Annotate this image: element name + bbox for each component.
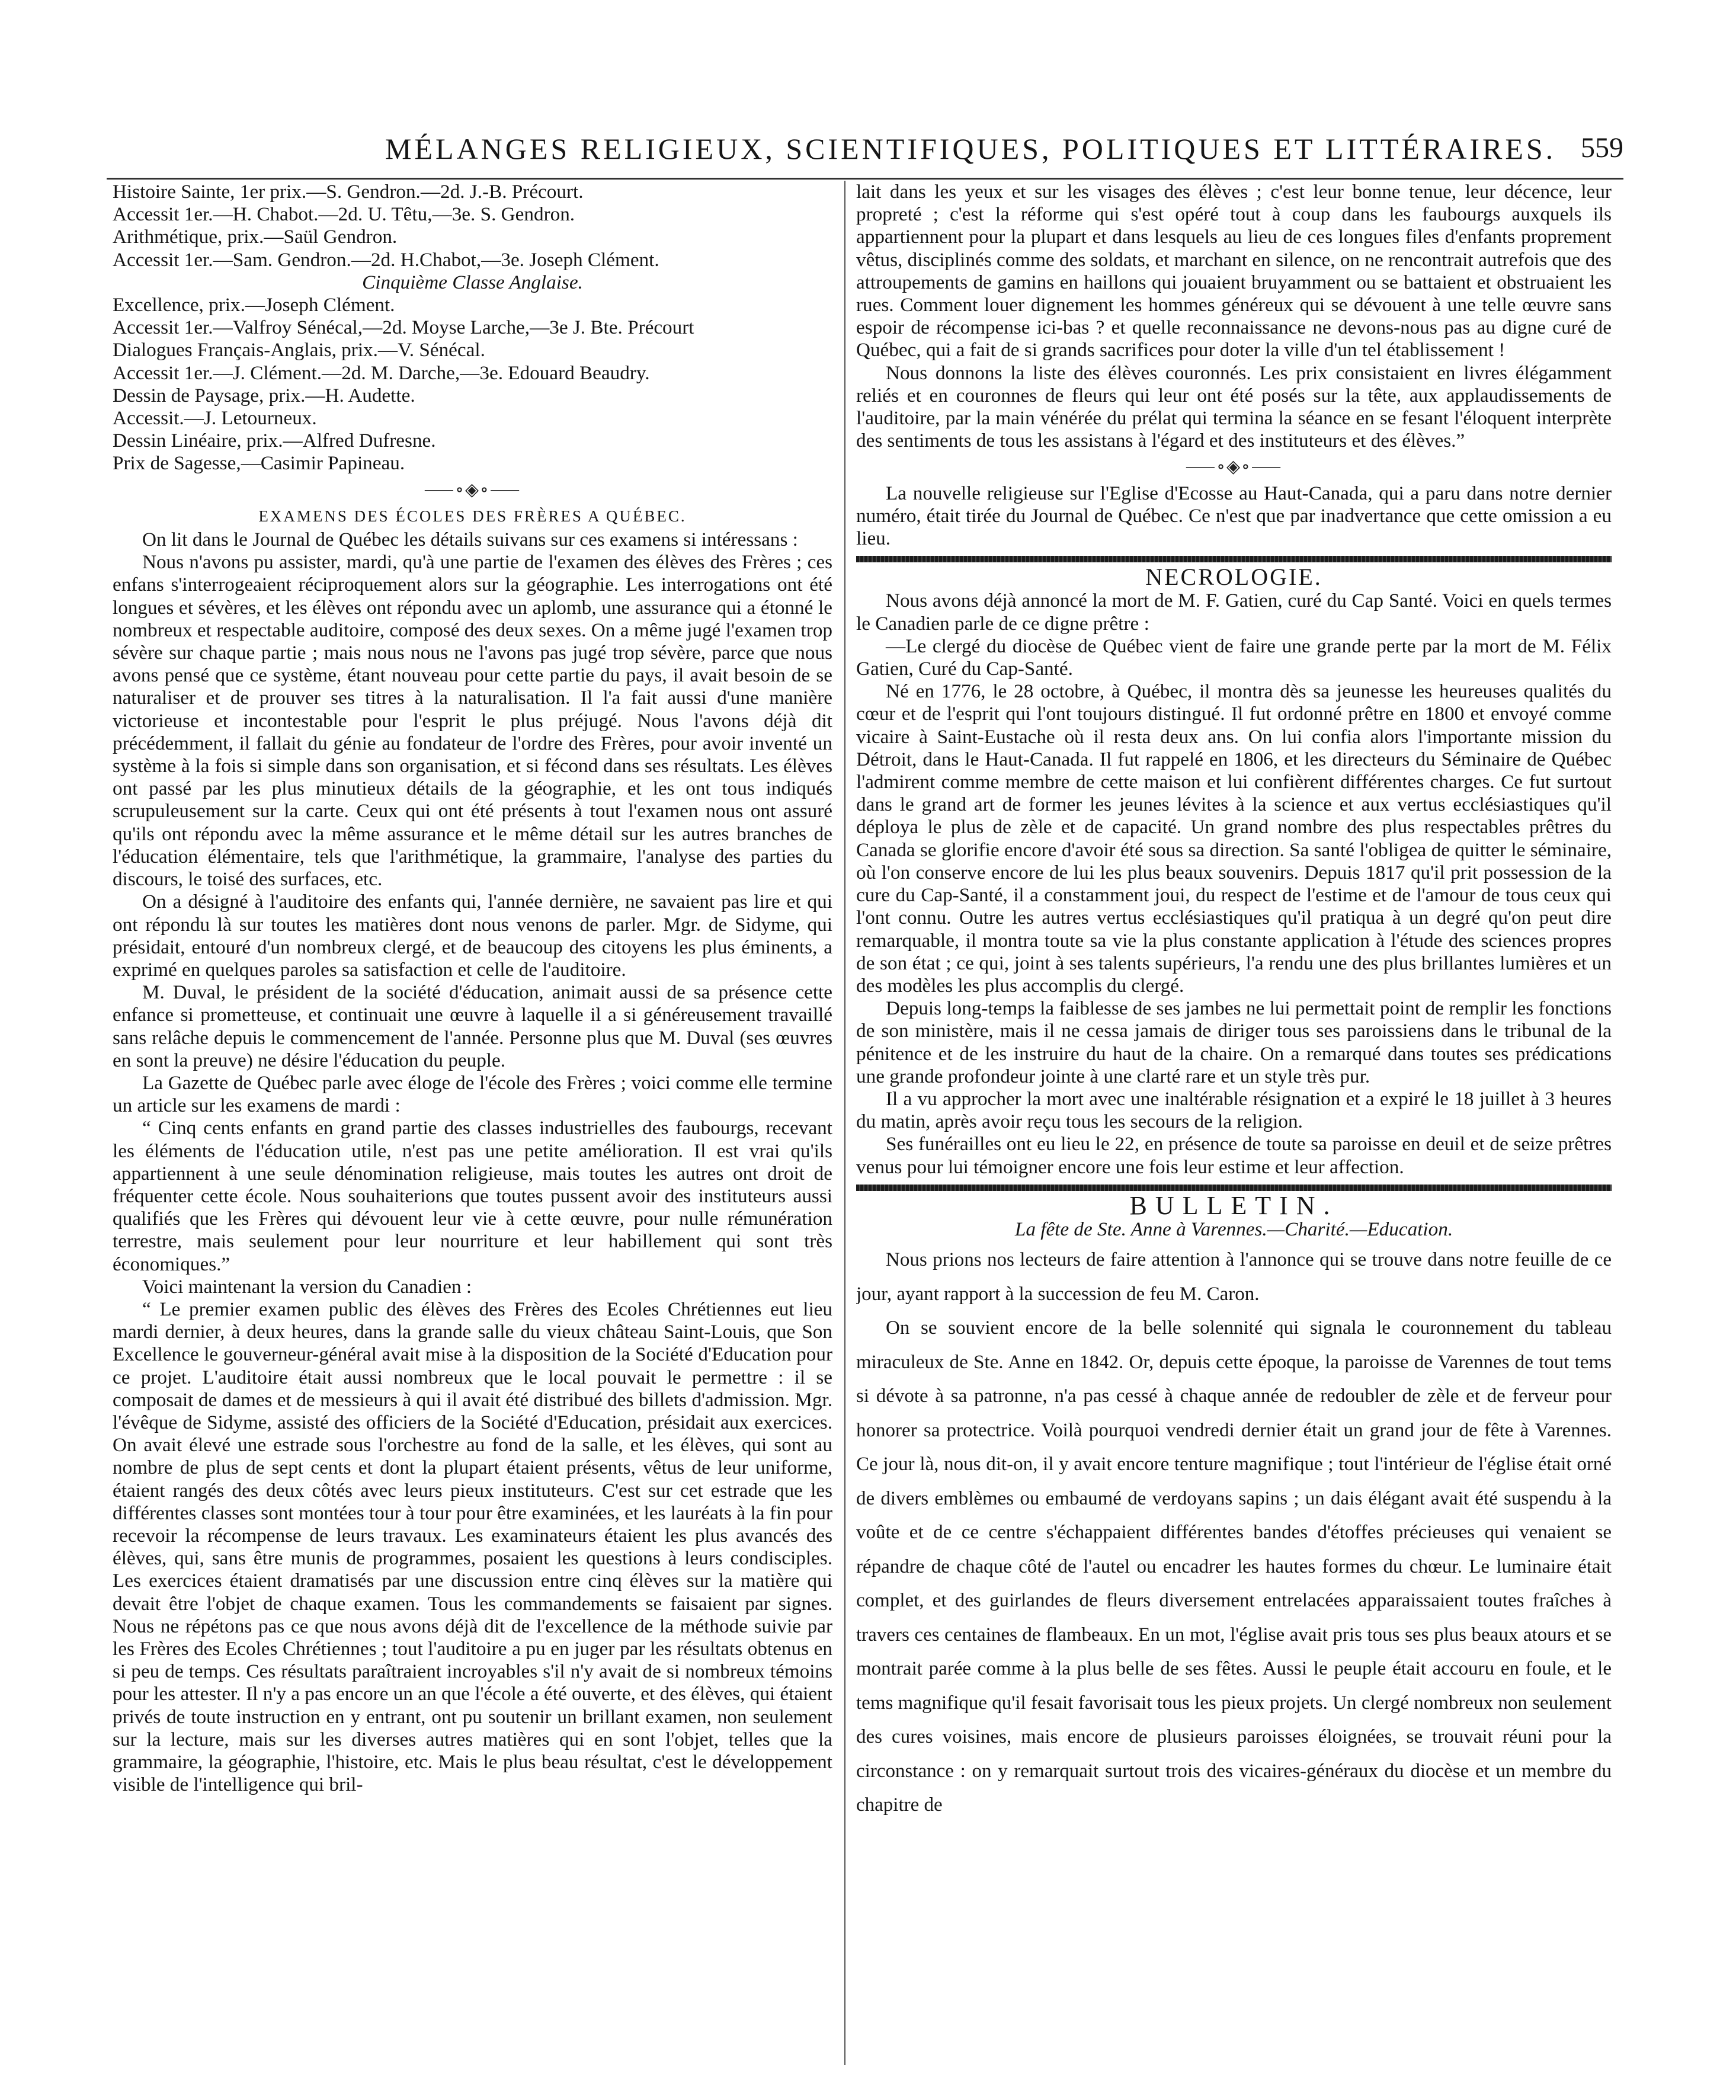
article-paragraph: M. Duval, le président de la société d'éducation, animait aussi de sa présence cette enfance si prometteuse, et continuait une œuvre à laquelle il a si généreusement travaillé sans relâche depuis le commencement de l'année. Personne plus que M. Duval (ses œuvres en sont la preuve) ne désire l'éducation du peuple. [113,981,832,1071]
necro-paragraph: Nous avons déjà annoncé la mort de M. F. Gatien, curé du Cap Santé. Voici en quels termes le Canadien parle de ce digne prêtre : [856,590,1612,635]
prize-line: Accessit 1er.—Valfroy Sénécal,—2d. Moyse Larche,—3e J. Bte. Précourt [113,316,694,339]
necro-paragraph: Né en 1776, le 28 octobre, à Québec, il montra dès sa jeunesse les heureuses qualités du cœur et de l'esprit qui l'ont toujours distingué. Il fut ordonné prêtre en 1800 et envoyé comme vicaire à Saint-Eustache où il resta deux ans. On lui confia alors l'importante mission du Détroit, dans le Haut-Canada. Il fut rappelé en 1806, et les directeurs du Séminaire de Québec l'admirent comme membre de cette maison et lui confièrent différentes charges. Ce fut surtout dans le grand art de former les jeunes lévites à la science et aux vertus ecclésiastiques qu'il déploya le plus de zèle et de capacité. Un grand nombre des plus respectables prêtres du Canada se glorifie encore d'avoir été sous sa direction. Sa santé l'obligea de quitter le séminaire, où l'on conserve encore de lui les plus beaux souvenirs. Depuis 1817 qu'il prit possession de la cure du Cap-Santé, il a constamment joui, du respect de l'estime et de l'amour de tous ceux qui l'ont connu. Outre les autres vertus ecclésiastiques qu'il pratiqua à un degré qu'on peut dire remarquable, il montra toute sa vie la plus constante application à l'étude des sciences propres de son état ; ce qui, joint à ses talents supérieurs, l'a rendu une des plus brillantes lumières et un des modèles les plus accomplis du clergé. [856,680,1612,997]
ornament-divider: ⸺∘◈∘⸺ [1185,457,1283,477]
article-paragraph: On a désigné à l'auditoire des enfants qui, l'année dernière, ne savaient pas lire et qui ont répondu là sur toutes les matières dont nous venons de parler. Mgr. de Sidyme, qui présidait, entouré d'un nombreux clergé, et de beaucoup des citoyens les plus éminents, a exprimé en quelques paroles sa satisfaction et celle de l'auditoire. [113,891,832,981]
section-rule [856,1185,1612,1191]
article-paragraph: Nous n'avons pu assister, mardi, qu'à une partie de l'examen des élèves des Frères ; ces enfans s'interrogeaient réciproquement alors sur la géographie. Les interrogations ont été longues et sévères, et les élèves ont répondu avec un aplomb, une assurance qui a étonné le nombreux et respectable auditoire, composé des deux sexes. On a même jugé l'examen trop sévère sur chaque partie ; mais nous nous ne l'avons pas jugé trop sévère, parce que nous avons pensé que ce système, étant nouveau pour cette partie du pays, il avait besoin de se naturaliser et de prouver ses titres à la naturalisation. Il l'a fait aussi d'une manière victorieuse et incontestable pour l'esprit le plus préjugé. Nous l'avons déjà dit précédemment, il fallait du génie au fondateur de l'ordre des Frères, pour avoir inventé un système à la fois si simple dans son organisation, et si fécond dans ses résultats. Les élèves ont passé par les plus minutieux détails de la géographie, et les ont tous indiqués scrupuleusement sur la carte. Ceux qui ont été présents à tout l'examen nous ont assuré qu'ils ont répondu avec la même assurance et le même détail sur les autres branches de l'éducation élémentaire, tels que l'arithmétique, la grammaire, l'analyse des parties du discours, le toisé des surfaces, etc. [113,551,832,891]
column-rule [844,181,845,2065]
prize-line: Dessin Linéaire, prix.—Alfred Dufresne. [113,430,436,452]
class-heading: Cinquième Classe Anglaise. [362,271,583,293]
necro-paragraph: Depuis long-temps la faiblesse de ses jambes ne lui permettait point de remplir les fonctions de son ministère, mais il ne cessa jamais de diriger tous ses paroissiens dans le tribunal de la pénitence et de les instruire du haut de la chaire. On a remarqué dans toutes ses prédications une grande profondeur jointe à une clarté rare et un style très pur. [856,997,1612,1087]
prize-line: Dialogues Français-Anglais, prix.—V. Sénécal. [113,339,485,361]
article-intro: On lit dans le Journal de Québec les détails suivans sur ces examens si intéressans : [142,529,798,551]
article-paragraph: Nous donnons la liste des élèves couronnés. Les prix consistaient en livres élégamment reliés et en couronnes de fleurs qui leur ont été posés sur la tête, aux applaudissements de l'auditoire, par la main vénérée du prélat qui termina la séance en se fesant l'éloquent interprète des sentiments de tous les assistans à l'égard et des instituteurs et des élèves.” [856,361,1612,452]
prize-line: Dessin de Paysage, prix.—H. Audette. [113,384,415,406]
bulletin-title: BULLETIN. [1129,1190,1338,1220]
section-rule [856,556,1612,562]
prize-line: Arithmétique, prix.—Saül Gendron. [113,226,398,248]
prize-line: Accessit 1er.—Sam. Gendron.—2d. H.Chabot,—3e. Joseph Clément. [113,248,659,271]
editorial-note: La nouvelle religieuse sur l'Eglise d'Ecosse au Haut-Canada, qui a paru dans notre dernier numéro, était tirée du Journal de Québec. Ce n'est que par inadvertance que cette omission a eu lieu. [856,482,1612,550]
prize-line: Excellence, prix.—Joseph Clément. [113,294,395,316]
necro-paragraph: Ses funérailles ont eu lieu le 22, en présence de toute sa paroisse en deuil et de seize prêtres venus pour lui témoigner encore une fois leur estime et leur affection. [856,1133,1612,1178]
prize-line: Accessit 1er.—J. Clément.—2d. M. Darche,—3e. Edouard Beaudry. [113,361,650,384]
necro-paragraph: —Le clergé du diocèse de Québec vient de faire une grande perte par la mort de M. Félix Gatien, Curé du Cap-Santé. [856,635,1612,680]
prize-line: Histoire Sainte, 1er prix.—S. Gendron.—2d. J.-B. Précourt. [113,181,584,203]
bulletin-paragraph: On se souvient encore de la belle solennité qui signala le couronnement du tableau miraculeux de Ste. Anne en 1842. Or, depuis cette époque, la paroisse de Varennes de tout tems si dévote à sa patronne, n'a pas cessé à chaque année de redoubler de zèle et de ferveur pour honorer sa protectrice. Voilà pourquoi vendredi dernier était un grand jour de fête à Varennes. Ce jour là, nous dit-on, il y avait encore tenture magnifique ; tout l'intérieur de l'église était orné de divers emblèmes ou embaumé de verdoyans sapins ; un dais élégant avait été suspendu à la voûte et de ce centre s'échappaient différentes bandes d'étoffes précieuses qui venaient se répandre de chaque côté de l'autel ou encadrer les hautes formes du chœur. Le luminaire était complet, et des guirlandes de fleurs diversement entrelacées apparaissaient toutes fraîches à travers ces centaines de flambeaux. En un mot, l'église avait pris tous ses plus beaux atours et se montrait parée comme à la plus belle de ses fêtes. Aussi le peuple était accouru en foule, et le tems magnifique qu'il fesait favorisait tous les pieux projets. Un clergé nombreux non seulement des cures voisines, mais encore de plusieurs paroisses éloignées, se trouvait réuni pour la circonstance : on y remarquait surtout trois des vicaires-généraux du diocèse et un membre du chapitre de [856,1317,1612,1816]
running-title: MÉLANGES RELIGIEUX, SCIENTIFIQUES, POLITIQUES ET LITTÉRAIRES. [385,132,1556,165]
necrologie-title: NECROLOGIE. [1145,564,1322,591]
article-paragraph: Voici maintenant la version du Canadien : [142,1275,472,1298]
prize-line: Prix de Sagesse,—Casimir Papineau. [113,452,405,475]
bulletin-subtitle: La fête de Ste. Anne à Varennes.—Charité.—Education. [1014,1218,1453,1240]
necro-paragraph: Il a vu approcher la mort avec une inaltérable résignation et a expiré le 18 juillet à 3 heures du matin, après avoir reçu tous les secours de la religion. [856,1087,1612,1133]
left-column [113,181,832,2065]
section-title: EXAMENS DES ÉCOLES DES FRÈRES A QUÉBEC. [258,507,687,525]
article-paragraph: La Gazette de Québec parle avec éloge de l'école des Frères ; voici comme elle termine un article sur les examens de mardi : [113,1071,832,1117]
prize-line: Accessit 1er.—H. Chabot.—2d. U. Têtu,—3e. S. Gendron. [113,203,575,226]
bulletin-paragraph: Nous prions nos lecteurs de faire attention à l'annonce qui se trouve dans notre feuille de ce jour, ayant rapport à la succession de feu M. Caron. [856,1249,1612,1305]
article-paragraph: “ Le premier examen public des élèves des Frères des Ecoles Chrétiennes eut lieu mardi dernier, à deux heures, dans la grande salle du vieux château Saint-Louis, que Son Excellence le gouverneur-général avait mise à la disposition de la Société d'Education pour ce projet. L'auditoire était aussi nombreux que le local pouvait le permettre : il se composait de dames et de messieurs à qui il avait été distribué des billets d'admission. Mgr. l'évêque de Sidyme, assisté des officiers de la Société d'Education, présidait aux exercices. On avait élevé une estrade sous l'orchestre au fond de la salle, et les élèves, qui sont au nombre de plus de sept cents et dont la plupart étaient présents, vêtus de leur uniforme, étaient rangés des deux côtés avec leurs pieux instituteurs. C'est sur cet estrade que les différentes classes sont montées tour à tour pour être examinées, et les lauréats à la fin pour recevoir la récompense de leurs travaux. Les examinateurs étaient les plus avancés des élèves, qui, sans être munis de programmes, posaient les questions à leurs condisciples. Les exercices étaient dramatisés par une discussion entre cinq élèves sur la matière qui devait être l'objet de chaque examen. Tous les commandements se faisaient par signes. Nous ne répétons pas ce que nous avons déjà dit de l'excellence de la méthode suivie par les Frères des Ecoles Chrétiennes ; tout l'auditoire a pu en juger par les résultats obtenus en si peu de temps. Ces résultats paraîtraient incroyables s'il n'y avait de si nombreux témoins pour les attester. Il n'y a pas encore un an que l'école a été ouverte, et des élèves, qui étaient privés de toute instruction en y entrant, ont pu soutenir un brillant examen, non seulement sur la lecture, mais sur les diverses autres matières qui en sont l'objet, telles que la grammaire, la géographie, l'histoire, etc. Mais le plus beau résultat, c'est le développement visible de l'intelligence qui bril- [113,1298,832,1796]
page-header [107,132,1623,179]
article-paragraph: “ Cinq cents enfants en grand partie des classes industrielles des faubourgs, recevant les éléments de l'éducation utile, n'est pas une petite amélioration. Il est vrai qu'ils appartiennent à une seule dénomination religieuse, mais toutes les autres ont droit de fréquenter cette école. Nous souhaiterions que toutes pussent avoir des instituteurs aussi qualifiés que les Frères qui dévouent leur vie à cette œuvre, pour nulle rémunération terrestre, mais seulement pour leur nourriture et leur habillement qui sont très économiques.” [113,1117,832,1275]
right-column [856,181,1612,2065]
prize-line: Accessit.—J. Letourneux. [113,407,317,430]
header-rule [107,178,1623,180]
article-continuation: lait dans les yeux et sur les visages des élèves ; c'est leur bonne tenue, leur décence, leur propreté ; c'est la réforme qui s'est opéré tout à coup dans les faubourgs auxquels ils appartiennent pour la plupart et dans lesquels au lieu de ces longues files d'enfants proprement vêtus, disciplinés comme des soldats, et marchant en silence, on ne rencontrait autrefois que des attroupements de gamins en haillons qui jouaient bruyamment ou se battaient et obstruaient les rues. Comment louer dignement les hommes généreux qui se dévouent à une telle œuvre sans espoir de récompense ici-bas ? et quelle reconnaissance ne devons-nous pas au digne curé de Québec, qui a fait de si grands sacrifices pour doter la ville d'un tel établissement ! [856,181,1612,361]
ornament-divider: ⸺∘◈∘⸺ [424,479,521,500]
page-number: 559 [1581,132,1623,164]
